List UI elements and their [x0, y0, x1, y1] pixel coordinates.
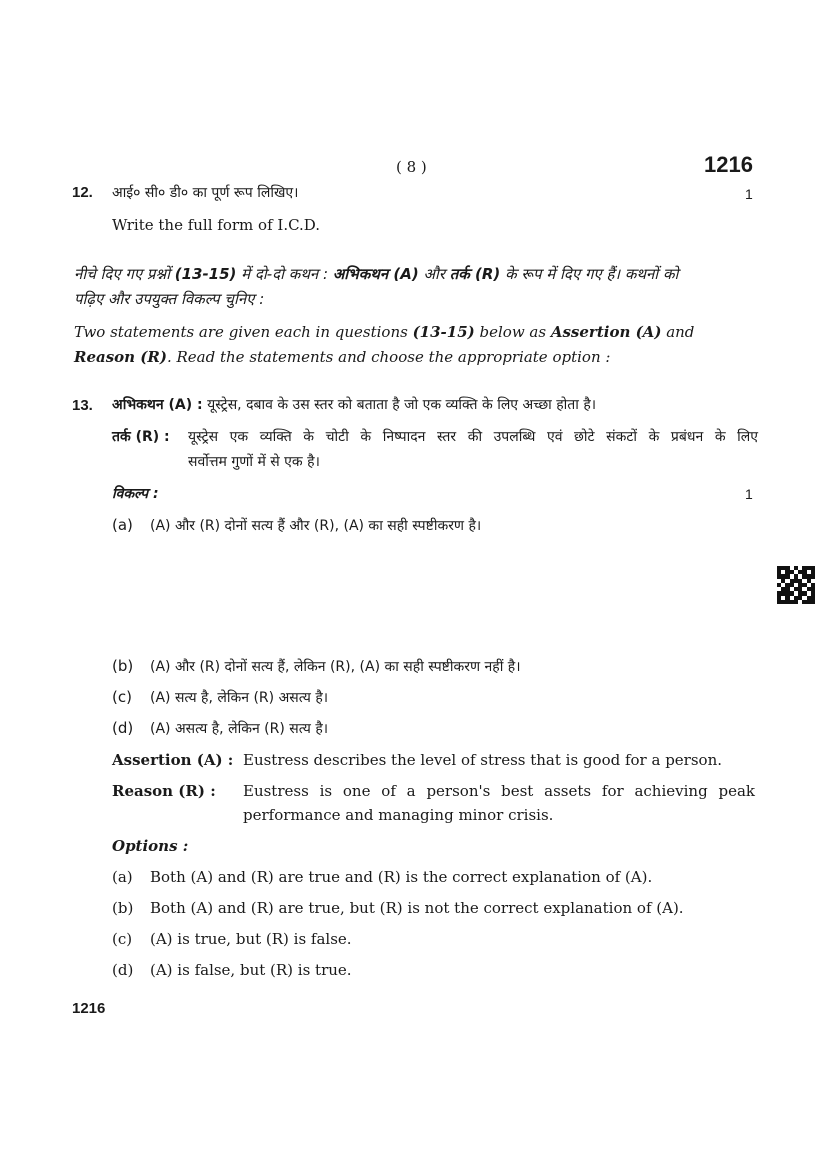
q13-hindi-reason-line1: यूस्ट्रेस एक व्यक्ति के चोटी के निष्पादन स्तर की उपलब्धि एवं छोटे संकटों के प्रबंधन के लिए: [188, 429, 758, 445]
question-12-number: 12.: [72, 184, 93, 201]
q13-hindi-option-c: (c) (A) सत्य है, लेकिन (R) असत्य है।: [112, 688, 329, 706]
paper-code-top: 1216: [704, 152, 753, 177]
q13-en-reason-line1: Eustress is one of a person's best assets for achieving peak: [243, 782, 755, 800]
paper-code-bottom: 1216: [72, 1000, 106, 1017]
q13-hindi-reason-line2: सर्वोत्तम गुणों में से एक है।: [188, 454, 320, 470]
q13-en-reason-label: Reason (R) :: [112, 782, 216, 800]
qr-code: [777, 566, 815, 604]
question-12-hindi: आई० सी० डी० का पूर्ण रूप लिखिए।: [112, 185, 299, 201]
instructions-english: Two statements are given each in questions (13-15) below as Assertion (A) and Reason (R). Read the statements and choose the appropriate option :: [74, 323, 695, 366]
q13-en-option-c: (c) (A) is true, but (R) is false.: [112, 930, 352, 948]
question-12-marks: 1: [745, 186, 753, 202]
q13-en-assertion-text: Eustress describes the level of stress that is good for a person.: [243, 751, 723, 769]
q13-en-assertion-label: Assertion (A) :: [112, 751, 234, 769]
page-number: ( 8 ): [396, 158, 427, 176]
q13-en-option-a: (a) Both (A) and (R) are true and (R) is the correct explanation of (A).: [112, 868, 653, 886]
q13-hindi-option-a: (a) (A) और (R) दोनों सत्य हैं और (R), (A) का सही स्पष्टीकरण है।: [112, 516, 482, 534]
q13-hindi-option-d: (d) (A) असत्य है, लेकिन (R) सत्य है।: [112, 719, 329, 737]
question-13-number: 13.: [72, 397, 93, 414]
question-13-marks: 1: [745, 486, 753, 502]
q13-en-option-d: (d) (A) is false, but (R) is true.: [112, 961, 352, 979]
q13-hindi-reason-label: तर्क (R) :: [112, 429, 170, 445]
q13-en-options-label: Options :: [112, 837, 189, 855]
q13-hindi-options-label: विकल्प :: [112, 486, 159, 502]
q13-hindi-option-b: (b) (A) और (R) दोनों सत्य हैं, लेकिन (R), (A) का सही स्पष्टीकरण नहीं है।: [112, 657, 521, 675]
q13-en-reason-line2: performance and managing minor crisis.: [243, 806, 554, 824]
question-12-english: Write the full form of I.C.D.: [112, 216, 321, 234]
instructions-hindi: नीचे दिए गए प्रश्नों (13-15) में दो-दो कथन : अभिकथन (A) और तर्क (R) के रूप में दिए गए हैं। कथनों को पढ़िए और उपयुक्त विकल्प चुनिए :: [74, 265, 679, 308]
q13-hindi-assertion: अभिकथन (A) : यूस्ट्रेस, दबाव के उस स्तर को बताता है जो एक व्यक्ति के लिए अच्छा होता है।: [112, 397, 597, 413]
q13-en-option-b: (b) Both (A) and (R) are true, but (R) is not the correct explanation of (A).: [112, 899, 684, 917]
